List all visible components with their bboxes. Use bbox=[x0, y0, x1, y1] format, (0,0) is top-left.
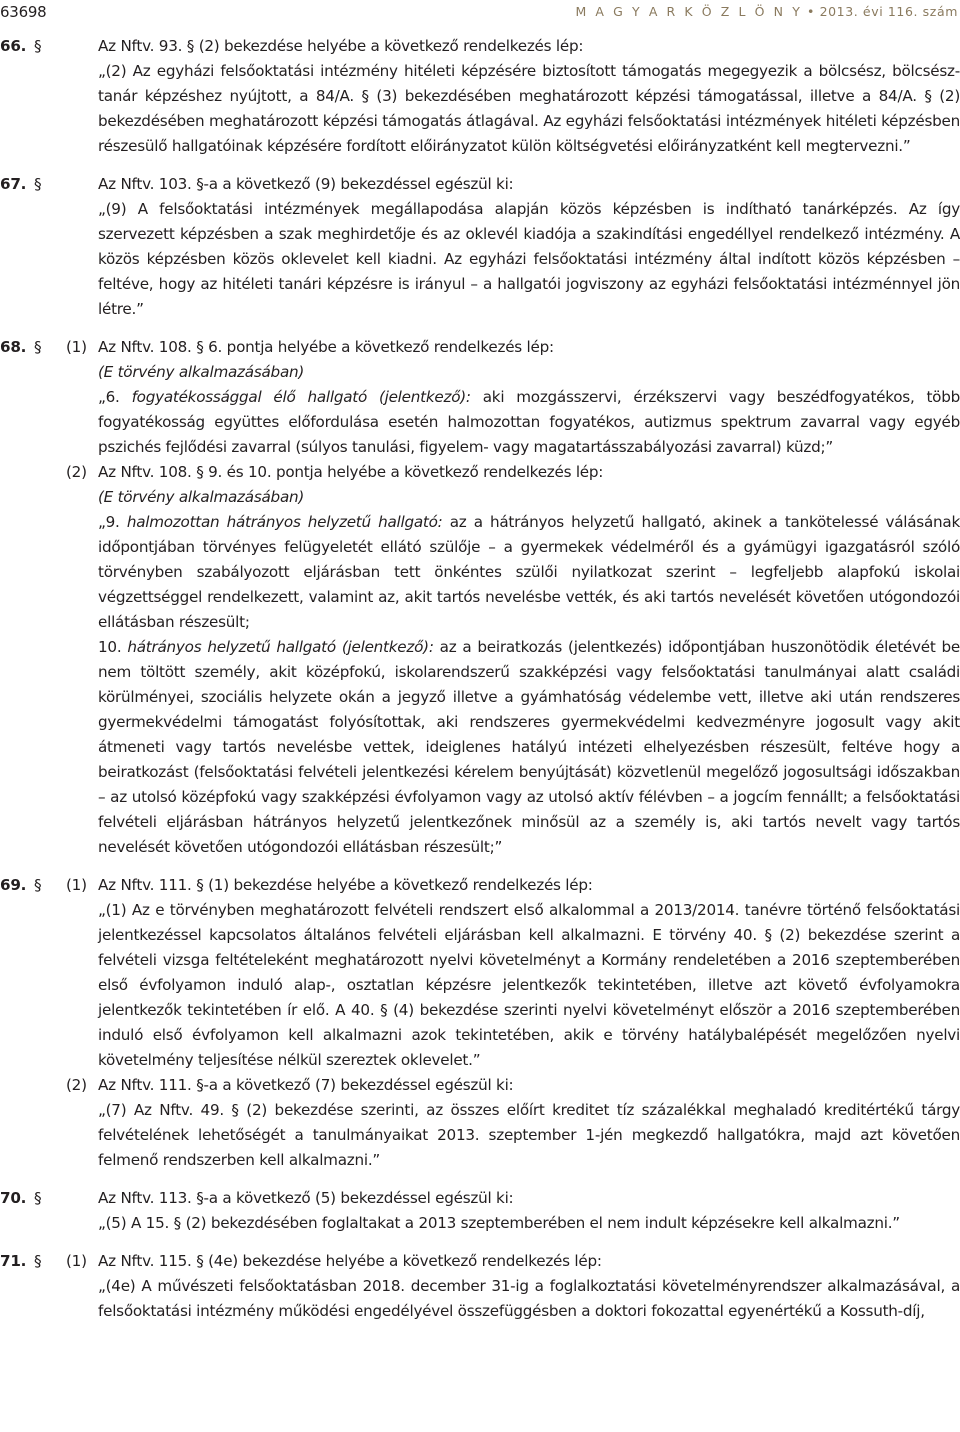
journal-title bbox=[575, 3, 958, 21]
section-number: 70. bbox=[0, 1189, 27, 1207]
amendment-text: „(5) A 15. § (2) bekezdésében foglaltakat a 2013 szeptemberében el nem indult képzésekre kell alkalmazni.” bbox=[98, 1214, 900, 1232]
section-number: 69. bbox=[0, 876, 27, 894]
section-number: 67. bbox=[0, 175, 27, 193]
section-number: 66. bbox=[0, 37, 27, 55]
definition-9 bbox=[98, 510, 960, 635]
amendment-intro: Az Nftv. 103. §-a a következő (9) bekezdéssel egészül ki: bbox=[98, 175, 514, 193]
amendment-intro: Az Nftv. 115. § (4e) bekezdése helyébe a következő rendelkezés lép: bbox=[98, 1252, 602, 1270]
definition-text: az a beiratkozás (jelentkezés) időpontjában huszonötödik életévét be nem töltött személy, akit középfokú, iskolarendszerű szakképzési vagy felsőoktatási tanulmányai alatt családi körülményei, szociális helyzete okán a jegyző illetve a gyámhatóság védelembe vett, illetve aki után rendszeres gyermekvédelmi támogatást folyósítottak, aki rendszeres gyermekvédelmi kedvezményre jogosult vagy akit átmeneti vagy tartós nevelésbe vettek, ideiglenes hatályú intézeti elhelyezésben részesült, feltéve hogy a beiratkozást (felsőoktatási felvételi jelentkezési kérelem benyújtását) közvetlenül megelőző jogosultsági időszakban – az utolsó középfokú vagy szakképzési évfolyamon vagy az utolsó aktív félévben – a jogcím fennállt; a felsőoktatási felvételi eljárásban hátrányos helyzetű jelentkezőnek minősül az a személy is, aki tartós nevelt vagy tartós nevelését követően utógondozói ellátásban részesült;” bbox=[98, 638, 960, 856]
amendment-text: „(2) Az egyházi felsőoktatási intézmény hitéleti képzésére biztosított támogatás megegyezik a bölcsész, bölcsész-tanár képzéshez nyújtott, a 84/A. § (3) bekezdésében meghatározott képzési támogatással, illetve a 84/A. § (2) bekezdésében meghatározott képzési támogatás átlagával. Az egyházi felsőoktatási intézmények hitéleti képzésben részesülő hallgatóinak képzésére fordított előirányzatot külön költségvetési előirányzatként kell megtervezni.” bbox=[98, 62, 960, 155]
paragraph-2 bbox=[0, 1073, 960, 1173]
document-body bbox=[0, 34, 960, 1324]
paragraph-1 bbox=[0, 335, 960, 460]
context-note: (E törvény alkalmazásában) bbox=[98, 488, 305, 506]
definition-text: aki mozgásszervi, érzékszervi vagy beszédfogyatékos, több fogyatékosság együttes előfordulása esetén halmozottan fogyatékos, autizmus spektrum zavarral vagy egyéb pszichés fejlődési zavarral (súlyos tanulási, figyelem- vagy magatartásszabályozási zavarral) küzd;” bbox=[98, 388, 960, 456]
definition-10 bbox=[98, 635, 960, 860]
paragraph-1 bbox=[0, 1249, 960, 1324]
definition-text: az a hátrányos helyzetű hallgató, akinek a tankötelessé válásának időpontjában törvényes felügyeletét ellátó szülője – a gyermekek védelméről és a gyámügyi igazgatásról szóló törvényben szabályozott eljárásban tett önkéntes szülői nyilatkozat szerint – legfeljebb alapfokú iskolai végzettséggel rendelkezett, valamint az, akit tartós nevelésbe vették, és aki tartós nevelését követően utógondozói ellátásban részesült; bbox=[98, 513, 960, 631]
paragraph-number: (2) bbox=[66, 463, 87, 481]
amendment-intro: Az Nftv. 108. § 6. pontja helyébe a következő rendelkezés lép: bbox=[98, 338, 554, 356]
section-67 bbox=[0, 172, 960, 322]
defined-term: fogyatékossággal élő hallgató (jelentkező): bbox=[131, 388, 471, 406]
section-symbol: § bbox=[34, 37, 42, 55]
paragraph-number: (1) bbox=[66, 876, 87, 894]
section-66 bbox=[0, 34, 960, 159]
section-number: 71. bbox=[0, 1252, 27, 1270]
paragraph-number: (2) bbox=[66, 1076, 87, 1094]
section-71 bbox=[0, 1249, 960, 1324]
paragraph-2 bbox=[0, 460, 960, 860]
amendment-intro: Az Nftv. 93. § (2) bekezdése helyébe a következő rendelkezés lép: bbox=[98, 37, 584, 55]
journal-name: M A G Y A R K Ö Z L Ö N Y bbox=[575, 4, 803, 19]
section-68 bbox=[0, 335, 960, 860]
defined-term: hátrányos helyzetű hallgató (jelentkező): bbox=[127, 638, 434, 656]
section-symbol: § bbox=[34, 1189, 42, 1207]
definition-number: „6. bbox=[98, 388, 132, 406]
section-69 bbox=[0, 873, 960, 1173]
section-symbol: § bbox=[34, 1252, 42, 1270]
issue-number: 2013. évi 116. szám bbox=[819, 4, 958, 19]
amendment-intro: Az Nftv. 108. § 9. és 10. pontja helyébe a következő rendelkezés lép: bbox=[98, 463, 604, 481]
page-number: 63698 bbox=[0, 3, 47, 21]
amendment-text: „(4e) A művészeti felsőoktatásban 2018. december 31-ig a foglalkoztatási követelményrendszer alkalmazásával, a felsőoktatási intézmény működési engedélyével összefüggésben a doktori fokozattal egyenértékű a Kossuth-díj, bbox=[98, 1277, 960, 1320]
paragraph-number: (1) bbox=[66, 1252, 87, 1270]
amendment-intro: Az Nftv. 111. §-a a következő (7) bekezdéssel egészül ki: bbox=[98, 1076, 514, 1094]
amendment-intro: Az Nftv. 111. § (1) bekezdése helyébe a következő rendelkezés lép: bbox=[98, 876, 593, 894]
section-symbol: § bbox=[34, 338, 42, 356]
definition-number: 10. bbox=[98, 638, 128, 656]
section-number: 68. bbox=[0, 338, 27, 356]
amendment-intro: Az Nftv. 113. §-a a következő (5) bekezdéssel egészül ki: bbox=[98, 1189, 514, 1207]
section-symbol: § bbox=[34, 876, 42, 894]
section-70 bbox=[0, 1186, 960, 1236]
amendment-text: „(1) Az e törvényben meghatározott felvételi rendszert első alkalommal a 2013/2014. tanévre történő felsőoktatási jelentkezéssel kapcsolatos általános felvételi eljárásban kell alkalmazni. E törvény 40. § (2) bekezdése szerint a felvételi vizsga feltételeként meghatározott nyelvi követelményt a Kormány rendeletében a 2016 szeptemberében első évfolyamon induló alap-, osztatlan képzésre jelentkezők tekintetében, illetve azt követő évfolyamokra jelentkezők tekintetében ír elő. A 40. § (4) bekezdése szerinti nyelvi követelményt először a 2016 szeptemberében induló első évfolyamon kell alkalmazni azok tekintetében, akik e törvény hatálybalépését megelőzően nyelvi követelmény teljesítése nélkül szereztek oklevelet.” bbox=[98, 901, 960, 1069]
amendment-text: „(7) Az Nftv. 49. § (2) bekezdése szerinti, az összes előírt kreditet tíz százalékkal meghaladó kreditértékű tárgy felvételének lehetőségét a tanulmányaikat 2013. szeptember 1-jén megkezdő hallgatókra, majd azt követően felmenő rendszerben kell alkalmazni.” bbox=[98, 1101, 960, 1169]
definition-number: „9. bbox=[98, 513, 127, 531]
paragraph-number: (1) bbox=[66, 338, 87, 356]
section-symbol: § bbox=[34, 175, 42, 193]
paragraph-1 bbox=[0, 873, 960, 1073]
definition-6 bbox=[98, 385, 960, 460]
header-bullet: • bbox=[807, 4, 815, 19]
amendment-text: „(9) A felsőoktatási intézmények megállapodása alapján közös képzésben is indítható tanárképzés. Az így szervezett képzésben a szak meghirdetője és az oklevél kiadója a szakindítási engedéllyel rendelkező intézmény. A közös képzésben közös oklevelet kell kiadni. Az egyházi felsőoktatási intézmény által indított közös képzésben – feltéve, hogy az hitéleti tanári képzésre is irányul – a hallgatói jogviszony az egyházi felsőoktatási intézménnyel jön létre.” bbox=[98, 200, 960, 318]
defined-term: halmozottan hátrányos helyzetű hallgató: bbox=[126, 513, 443, 531]
page-header bbox=[0, 0, 960, 26]
context-note: (E törvény alkalmazásában) bbox=[98, 363, 305, 381]
